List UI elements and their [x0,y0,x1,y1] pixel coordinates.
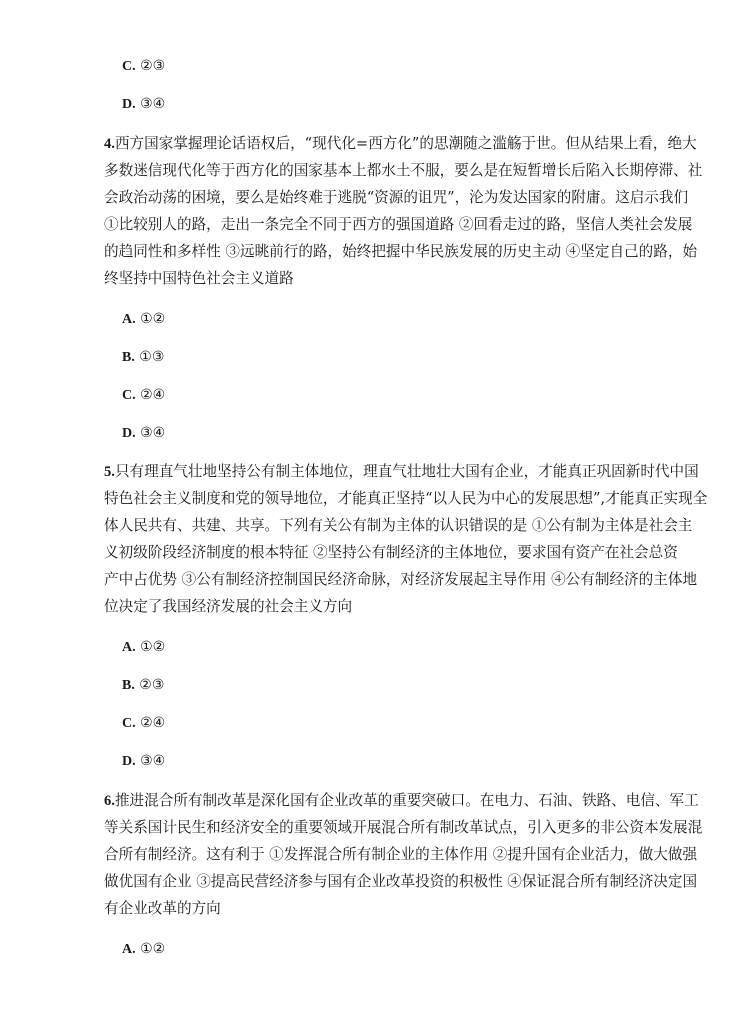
q5-option-b [122,677,164,694]
q3-option-c [122,58,165,75]
option-letter: B. [122,350,135,365]
question-6-line-3: 合所有制经济。这有利于 ①发挥混合所有制企业的主体作用 ②提升国有企业活力，做大做强 [104,846,698,863]
option-text: ②④ [140,387,166,403]
question-5-line-4: 义初级阶段经济制度的根本特征 ②坚持公有制经济的主体地位，要求国有资产在社会总资 [104,544,678,561]
q4-option-d [122,425,165,442]
q5-option-c [122,715,165,732]
question-4-line-5: 的趋同性和多样性 ③远眺前行的路，始终把握中华民族发展的历史主动 ④坚定自己的路，始 [104,243,698,260]
q3-option-d [122,96,165,113]
question-5-stem [104,458,708,620]
question-5-line-5: 产中占优势 ③公有制经济控制国民经济命脉，对经济发展起主导作用 ④公有制经济的主体地 [104,571,698,588]
option-text: ③④ [140,753,166,769]
option-text: ①② [140,941,166,957]
question-number: 4. [104,136,115,152]
option-letter: C. [122,388,136,403]
option-letter: A. [122,942,136,957]
option-text: ②③ [139,677,165,693]
option-letter: B. [122,678,135,693]
option-text: ③④ [140,425,166,441]
question-4-line-1: 4.西方国家掌握理论话语权后，“现代化=西方化”的思潮随之滥觞于世。但从结果上看，绝大 [104,135,697,152]
question-5-line-2: 特色社会主义制度和党的领导地位，才能真正坚持“以人民为中心的发展思想”,才能真正实现全 [104,490,708,507]
option-text: ①② [140,311,166,327]
option-letter: D. [122,754,136,769]
option-letter: C. [122,59,136,74]
question-4-line-4: ①比较别人的路，走出一条完全不同于西方的强国道路 ②回看走过的路，坚信人类社会发展 [104,216,693,233]
question-6-stem [104,787,703,922]
question-6-line-2: 等关系国计民生和经济安全的重要领域开展混合所有制改革试点，引入更多的非公资本发展混 [104,819,703,836]
q5-option-a [122,639,165,656]
option-text: ③④ [140,96,166,112]
option-letter: A. [122,640,136,655]
question-6-line-4: 做优国有企业 ③提高民营经济参与国有企业改革投资的积极性 ④保证混合所有制经济决定国 [104,873,698,890]
question-5-line-1: 5.只有理直气壮地坚持公有制主体地位，理直气壮地壮大国有企业，才能真正巩固新时代中国 [104,463,699,480]
q4-option-a [122,311,165,328]
question-number: 6. [104,793,115,809]
question-6-line-1: 6.推进混合所有制改革是深化国有企业改革的重要突破口。在电力、石油、铁路、电信、军工 [104,792,699,809]
question-5-line-6: 位决定了我国经济发展的社会主义方向 [104,598,353,615]
option-letter: D. [122,97,136,112]
question-4-line-6: 终坚持中国特色社会主义道路 [104,270,294,287]
q4-option-c [122,387,165,404]
option-text: ②③ [140,58,166,74]
option-text: ②④ [140,715,166,731]
option-text: ①② [140,639,166,655]
question-number: 5. [104,464,115,480]
question-5-line-3: 体人民共有、共建、共享。下列有关公有制为主体的认识错误的是 ①公有制为主体是社会主 [104,517,693,534]
q4-option-b [122,349,164,366]
option-letter: D. [122,426,136,441]
option-text: ①③ [139,349,165,365]
question-4-line-2: 多数迷信现代化等于西方化的国家基本上都水土不服，要么是在短暂增长后陷入长期停滞、社 [104,162,703,179]
q5-option-d [122,753,165,770]
question-4-stem [104,130,703,292]
option-letter: A. [122,312,136,327]
question-6-line-5: 有企业改革的方向 [104,900,221,917]
q6-option-a [122,941,165,958]
question-4-line-3: 会政治动荡的困境，要么是始终难于逃脱“资源的诅咒”，沦为发达国家的附庸。这启示我们 [104,189,689,206]
option-letter: C. [122,716,136,731]
